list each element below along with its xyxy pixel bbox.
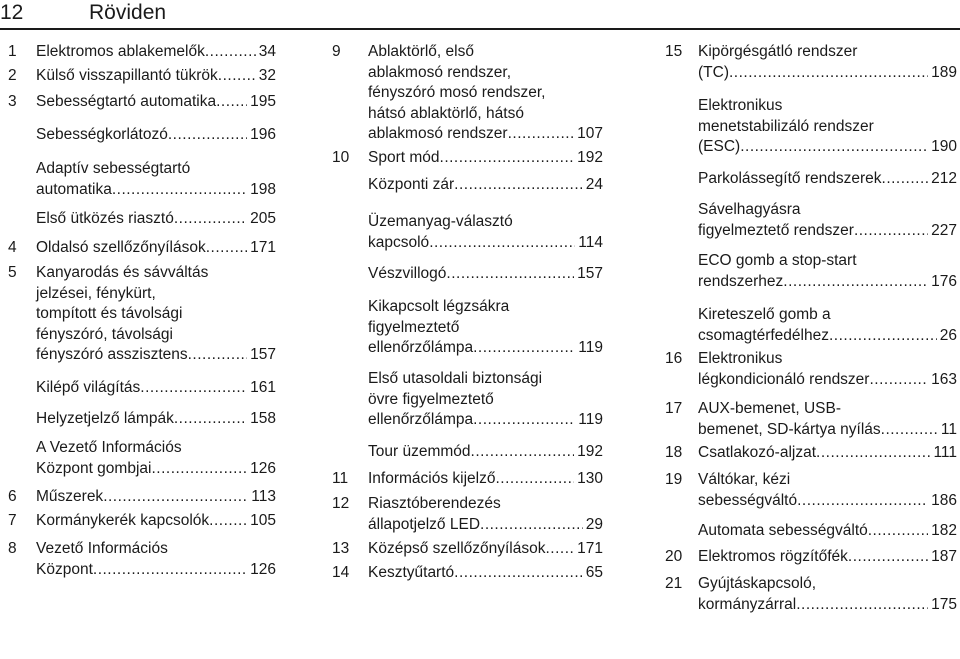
page-reference: 158 <box>250 410 276 427</box>
item-number: 21 <box>665 575 683 592</box>
dot-leader <box>216 92 247 113</box>
page-reference: 113 <box>251 488 276 505</box>
page-reference: 205 <box>250 210 276 227</box>
entry-text <box>368 494 603 535</box>
entry-text <box>36 159 276 200</box>
item-number: 17 <box>665 400 683 417</box>
dot-leader <box>429 233 575 254</box>
page-reference: 182 <box>931 522 957 539</box>
entry-label-line: Helyzetjelző lámpák <box>36 410 174 427</box>
entry-text <box>698 200 957 241</box>
dot-leader <box>218 66 256 87</box>
item-number: 2 <box>8 67 17 84</box>
entry-label-row <box>36 560 276 581</box>
entry-label-line: Elektromos ablakemelők <box>36 43 205 60</box>
entry-label-line: kapcsoló <box>368 233 430 251</box>
entry-label-line: Váltókar, kézi <box>698 471 791 488</box>
entry-label-line: Kanyarodás és sávváltás <box>36 264 209 281</box>
page-reference: 24 <box>585 176 603 193</box>
page-reference: 65 <box>585 564 603 581</box>
entry-label-row <box>36 487 276 508</box>
entry-text <box>368 148 603 169</box>
entry-label-row <box>698 521 957 542</box>
page-reference: 196 <box>250 126 276 143</box>
dot-leader <box>174 409 247 430</box>
entry-label-line: AUX-bemenet, USB- <box>698 400 841 417</box>
dot-leader <box>881 420 938 441</box>
page-reference: 32 <box>258 67 276 84</box>
entry-text <box>36 263 276 366</box>
entry-text <box>368 212 603 253</box>
page-reference: 157 <box>250 346 276 363</box>
entry-label-row <box>698 137 957 158</box>
entry-label-line: menetstabilizáló rendszer <box>698 117 874 135</box>
entry-label-line: Automata sebességváltó <box>698 522 868 539</box>
dot-leader <box>740 137 928 158</box>
entry-text <box>698 521 957 542</box>
entry-label-row <box>36 345 276 366</box>
entry-label-line: Üzemanyag-választó <box>368 213 513 230</box>
dot-leader <box>882 169 929 190</box>
entry-label-row <box>36 92 276 113</box>
entry-label-line: Kireteszelő gomb a <box>698 306 831 323</box>
entry-label-line: ECO gomb a stop-start <box>698 252 857 269</box>
item-number: 13 <box>332 540 350 557</box>
entry-text <box>698 443 957 464</box>
entry-label-row <box>368 338 603 359</box>
item-number: 18 <box>665 444 683 461</box>
page-reference: 157 <box>577 265 603 282</box>
entry-label-line: fényszóró, távolsági <box>36 325 173 343</box>
entry-label-line: Központi zár <box>368 176 455 193</box>
entry-text <box>36 438 276 479</box>
entry-label-line: Sebességtartó automatika <box>36 93 217 110</box>
entry-label-row <box>368 515 603 536</box>
entry-label-row <box>698 221 957 242</box>
item-number: 11 <box>332 470 349 487</box>
entry-text <box>368 563 603 584</box>
dot-leader <box>473 338 575 359</box>
entry-label-line: (ESC) <box>698 138 741 155</box>
entry-text <box>368 264 603 285</box>
entry-label-row <box>368 124 603 145</box>
item-number: 9 <box>332 43 341 60</box>
entry-label-line: Első ütközés riasztó <box>36 210 174 227</box>
page-reference: 192 <box>577 443 603 460</box>
entry-label-row <box>698 491 957 512</box>
page-reference: 195 <box>250 93 276 110</box>
entry-label-row <box>36 180 276 201</box>
dot-leader <box>454 563 583 584</box>
entry-label-line: Adaptív sebességtartó <box>36 160 191 177</box>
entry-label-line: Csatlakozó-aljzat <box>698 444 817 461</box>
entry-label-line: Oldalsó szellőzőnyílások <box>36 239 206 256</box>
dot-leader <box>103 487 248 508</box>
dot-leader <box>471 442 575 463</box>
entry-label-row <box>698 370 957 391</box>
entry-label-line: Sebességkorlátozó <box>36 126 168 143</box>
entry-text <box>368 175 603 196</box>
entry-text <box>36 378 276 399</box>
entry-label-line: Sport mód <box>368 149 440 166</box>
entry-label-row <box>698 63 957 84</box>
dot-leader <box>446 264 574 285</box>
page-reference: 171 <box>250 239 276 256</box>
page-reference: 29 <box>585 515 603 533</box>
page-number: 12 <box>0 1 24 24</box>
entry-label-line: Külső visszapillantó tükrök <box>36 67 218 84</box>
entry-label-row <box>698 272 957 293</box>
entry-label-line: Kikapcsolt légzsákra <box>368 298 510 315</box>
dot-leader <box>205 42 256 63</box>
item-number: 16 <box>665 350 683 367</box>
dot-leader <box>140 378 247 399</box>
entry-label-line: Műszerek <box>36 488 104 505</box>
page-reference: 161 <box>250 379 276 396</box>
dot-leader <box>508 124 575 145</box>
page-reference: 126 <box>250 560 276 578</box>
entry-label-line: Középső szellőzőnyílások <box>368 540 546 557</box>
page-reference: 189 <box>931 63 957 81</box>
page-reference: 130 <box>577 470 603 487</box>
dot-leader <box>546 539 575 560</box>
page-reference: 111 <box>933 444 957 461</box>
page-reference: 126 <box>250 459 276 477</box>
dot-leader <box>797 491 928 512</box>
page-reference: 11 <box>940 420 957 438</box>
entry-label-line: Központ <box>36 560 93 578</box>
entry-label-line: fényszóró asszisztens <box>36 346 188 363</box>
entry-label-line: fényszóró mosó rendszer, <box>368 84 546 101</box>
dot-leader <box>168 125 247 146</box>
item-number: 10 <box>332 149 350 166</box>
entry-label-line: Elektronikus <box>698 97 783 114</box>
page-reference: 227 <box>931 221 957 239</box>
entry-text <box>36 42 276 63</box>
entry-label-line: Tour üzemmód <box>368 443 471 460</box>
entry-label-line: figyelmeztető rendszer <box>698 221 854 239</box>
page-reference: 176 <box>931 272 957 290</box>
entry-label-line: Kipörgésgátló rendszer <box>698 43 858 60</box>
entry-label-row <box>36 511 276 532</box>
dot-leader <box>188 345 248 366</box>
entry-label-row <box>698 595 957 616</box>
page-reference: 34 <box>258 43 276 60</box>
entry-text <box>36 487 276 508</box>
entry-label-row <box>368 410 603 431</box>
entry-label-line: ellenőrzőlámpa <box>368 339 474 356</box>
entry-label-line: Sávelhagyásra <box>698 201 801 218</box>
page-reference: 105 <box>250 512 276 529</box>
entry-label-row <box>368 469 603 490</box>
entry-text <box>368 297 603 359</box>
dot-leader <box>209 511 247 532</box>
dot-leader <box>473 410 575 431</box>
page-reference: 163 <box>931 370 957 388</box>
dot-leader <box>206 238 247 259</box>
entry-label-row <box>36 378 276 399</box>
entry-label-line: ablakmosó rendszer, <box>368 63 512 81</box>
page-reference: 171 <box>577 540 603 557</box>
entry-label-line: (TC) <box>698 63 729 81</box>
entry-text <box>36 539 276 580</box>
entry-label-line: hátsó ablaktörlő, hátsó <box>368 104 524 122</box>
entry-text <box>368 539 603 560</box>
entry-label-row <box>368 233 603 254</box>
entry-label-row <box>368 148 603 169</box>
entry-label-row <box>36 459 276 480</box>
dot-leader <box>454 175 583 196</box>
entry-text <box>698 251 957 292</box>
dot-leader <box>151 459 247 480</box>
item-number: 15 <box>665 43 683 60</box>
item-number: 3 <box>8 93 17 110</box>
page-reference: 107 <box>577 125 603 142</box>
item-number: 7 <box>8 512 17 529</box>
entry-label-line: tompított és távolsági <box>36 305 183 322</box>
dot-leader <box>854 221 928 242</box>
entry-label-line: Információs kijelző <box>368 470 496 487</box>
entry-label-line: Elektronikus <box>698 350 783 367</box>
entry-text <box>368 442 603 463</box>
item-number: 20 <box>665 548 683 565</box>
entry-label-line: jelzései, fénykürt, <box>36 284 156 302</box>
entry-text <box>36 92 276 113</box>
entry-text <box>698 169 957 190</box>
entry-text <box>698 470 957 511</box>
entry-label-line: Kilépő világítás <box>36 379 141 396</box>
entry-text <box>36 66 276 87</box>
page-reference: 198 <box>250 180 276 198</box>
page-reference: 186 <box>931 491 957 509</box>
entry-label-line: övre figyelmeztető <box>368 390 494 408</box>
entry-label-line: Vészvillogó <box>368 265 447 282</box>
entry-text <box>36 209 276 230</box>
entry-label-line: Gyújtáskapcsoló, <box>698 575 817 592</box>
entry-label-row <box>368 175 603 196</box>
entry-label-line: automatika <box>36 180 112 198</box>
page-reference: 212 <box>931 170 957 187</box>
entry-label-row <box>368 563 603 584</box>
entry-text <box>36 511 276 532</box>
item-number: 19 <box>665 471 683 488</box>
entry-text <box>698 96 957 158</box>
page-title: Röviden <box>89 1 167 24</box>
entry-label-line: Elektromos rögzítőfék <box>698 548 848 565</box>
entry-text <box>368 42 603 145</box>
dot-leader <box>848 547 928 568</box>
dot-leader <box>729 63 928 84</box>
header-rule <box>0 28 960 30</box>
entry-label-line: bemenet, SD-kártya nyílás <box>698 420 881 438</box>
entry-label-line: csomagtérfedélhez <box>698 326 829 344</box>
entry-text <box>36 125 276 146</box>
entry-label-row <box>36 125 276 146</box>
entry-label-line: kormányzárral <box>698 595 797 613</box>
page-header <box>0 0 960 30</box>
entry-text <box>36 238 276 259</box>
dot-leader <box>868 521 928 542</box>
entry-text <box>698 42 957 83</box>
entry-label-row <box>36 66 276 87</box>
entry-label-row <box>36 409 276 430</box>
entry-label-row <box>698 326 957 347</box>
page-reference: 119 <box>578 339 603 356</box>
entry-label-line: Parkolássegítő rendszerek <box>698 170 882 187</box>
item-number: 8 <box>8 540 17 557</box>
entry-label-row <box>698 547 957 568</box>
entry-text <box>698 305 957 346</box>
dot-leader <box>480 515 583 536</box>
entry-label-line: Kormánykerék kapcsolók <box>36 512 210 529</box>
page-reference: 114 <box>578 233 603 251</box>
dot-leader <box>783 272 928 293</box>
entry-label-line: Első utasoldali biztonsági <box>368 370 543 387</box>
item-number: 1 <box>8 43 17 60</box>
entry-text <box>698 349 957 390</box>
entry-label-line: Riasztóberendezés <box>368 495 501 512</box>
entry-label-row <box>698 420 957 441</box>
entry-label-row <box>698 443 957 464</box>
page-reference: 187 <box>931 548 957 565</box>
entry-text <box>698 547 957 568</box>
entry-label-line: ablakmosó rendszer <box>368 125 508 142</box>
entry-text <box>36 409 276 430</box>
dot-leader <box>869 370 928 391</box>
page-reference: 175 <box>931 595 957 613</box>
entry-label-row <box>368 442 603 463</box>
entry-label-line: sebességváltó <box>698 491 798 509</box>
entry-label-line: figyelmeztető <box>368 318 460 336</box>
dot-leader <box>174 209 247 230</box>
entry-label-row <box>368 264 603 285</box>
dot-leader <box>93 560 247 581</box>
item-number: 6 <box>8 488 17 505</box>
dot-leader <box>796 595 928 616</box>
entry-label-line: ellenőrzőlámpa <box>368 411 474 428</box>
dot-leader <box>112 180 247 201</box>
entry-label-line: Ablaktörlő, első <box>368 43 474 60</box>
entry-label-line: Vezető Információs <box>36 540 168 557</box>
entry-label-row <box>36 42 276 63</box>
item-number: 4 <box>8 239 17 256</box>
entry-label-row <box>36 238 276 259</box>
entry-label-line: légkondicionáló rendszer <box>698 370 870 388</box>
page-reference: 190 <box>931 138 957 155</box>
entry-label-line: Központ gombjai <box>36 459 152 477</box>
item-number: 12 <box>332 495 350 512</box>
entry-label-row <box>368 539 603 560</box>
entry-text <box>368 469 603 490</box>
dot-leader <box>496 469 575 490</box>
item-number: 5 <box>8 264 17 281</box>
entry-text <box>698 574 957 615</box>
entry-label-row <box>698 169 957 190</box>
page-reference: 192 <box>577 149 603 166</box>
dot-leader <box>816 443 930 464</box>
item-number: 14 <box>332 564 350 581</box>
entry-label-row <box>36 209 276 230</box>
dot-leader <box>829 326 937 347</box>
page-reference: 119 <box>578 411 603 428</box>
entry-label-line: A Vezető Információs <box>36 439 182 456</box>
entry-text <box>698 399 957 440</box>
entry-label-line: állapotjelző LED <box>368 515 481 533</box>
entry-label-line: rendszerhez <box>698 272 784 290</box>
entry-label-line: Kesztyűtartó <box>368 564 455 581</box>
dot-leader <box>440 148 575 169</box>
entry-text <box>368 369 603 431</box>
page-reference: 26 <box>939 326 957 344</box>
